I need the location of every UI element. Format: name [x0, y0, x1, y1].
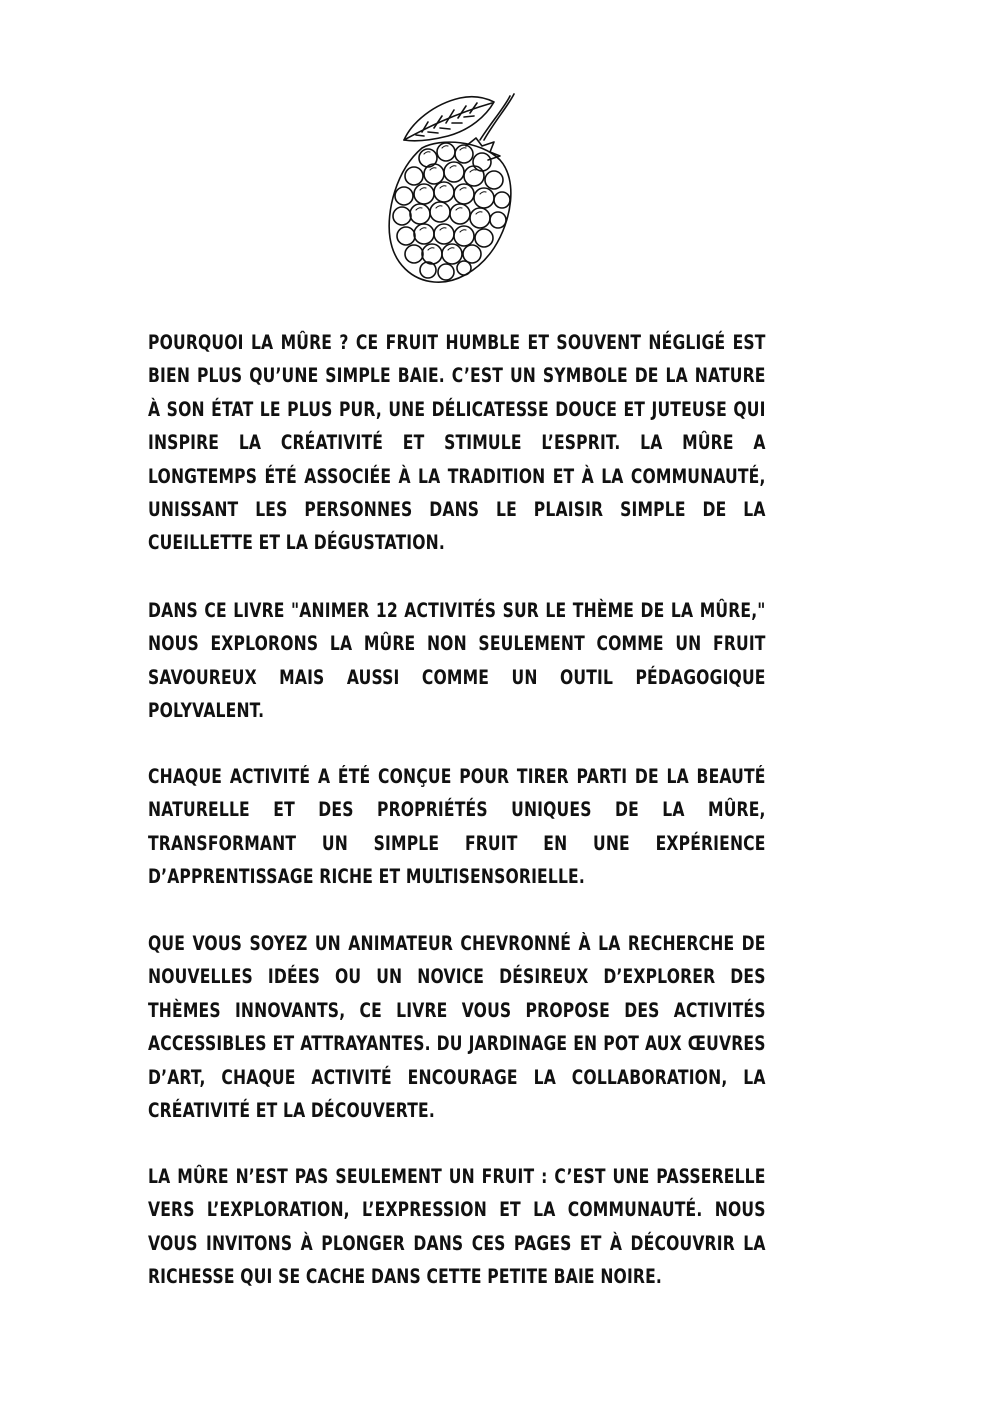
blackberry-icon — [382, 88, 522, 288]
closing-paragraph: LA MÛRE N’EST PAS SEULEMENT UN FRUIT : C’EST UNE PASSERELLE VERS L’EXPLORATION, L’EXPRESSION ET LA COMMUNAUTÉ. NOUS VOUS INVITONS À PLONGER DANS CES PAGES ET À DÉCOUVRIR LA RICHESSE QUI SE CACHE DANS CETTE PETITE BAIE NOIRE. — [148, 1165, 766, 1289]
activity-paragraph: CHAQUE ACTIVITÉ A ÉTÉ CONÇUE POUR TIRER PARTI DE LA BEAUTÉ NATURELLE ET DES PROPRIÉTÉS UNIQUES DE LA MÛRE, TRANSFORMANT UN SIMPLE FRUIT EN UNE EXPÉRIENCE D’APPRENTISSAGE RICHE ET MULTISENSORIELLE. — [148, 765, 766, 889]
audience-paragraph: QUE VOUS SOYEZ UN ANIMATEUR CHEVRONNÉ À LA RECHERCHE DE NOUVELLES IDÉES OU UN NOVICE DÉSIREUX D’EXPLORER DES THÈMES INNOVANTS, CE LIVRE VOUS PROPOSE DES ACTIVITÉS ACCESSIBLES ET ATTRAYANTES. DU JARDINAGE EN POT AUX ŒUVRES D’ART, CHAQUE ACTIVITÉ ENCOURAGE LA COLLABORATION, LA CRÉATIVITÉ ET LA DÉCOUVERTE. — [148, 932, 766, 1123]
intro-paragraph: POURQUOI LA MÛRE ? CE FRUIT HUMBLE ET SOUVENT NÉGLIGÉ EST BIEN PLUS QU’UNE SIMPLE BAIE. C’EST UN SYMBOLE DE LA NATURE À SON ÉTAT LE PLUS PUR, UNE DÉLICATESSE DOUCE ET JUTEUSE QUI INSPIRE LA CRÉATIVITÉ ET STIMULE L’ESPRIT. LA MÛRE A LONGTEMPS ÉTÉ ASSOCIÉE À LA TRADITION ET À LA COMMUNAUTÉ, UNISSANT LES PERSONNES DANS LE PLAISIR SIMPLE DE LA CUEILLETTE ET LA DÉGUSTATION. — [148, 331, 766, 555]
book-paragraph: DANS CE LIVRE "ANIMER 12 ACTIVITÉS SUR LE THÈME DE LA MÛRE," NOUS EXPLORONS LA MÛRE NON SEULEMENT COMME UN FRUIT SAVOUREUX MAIS AUSSI COMME UN OUTIL PÉDAGOGIQUE POLYVALENT. — [148, 599, 766, 723]
